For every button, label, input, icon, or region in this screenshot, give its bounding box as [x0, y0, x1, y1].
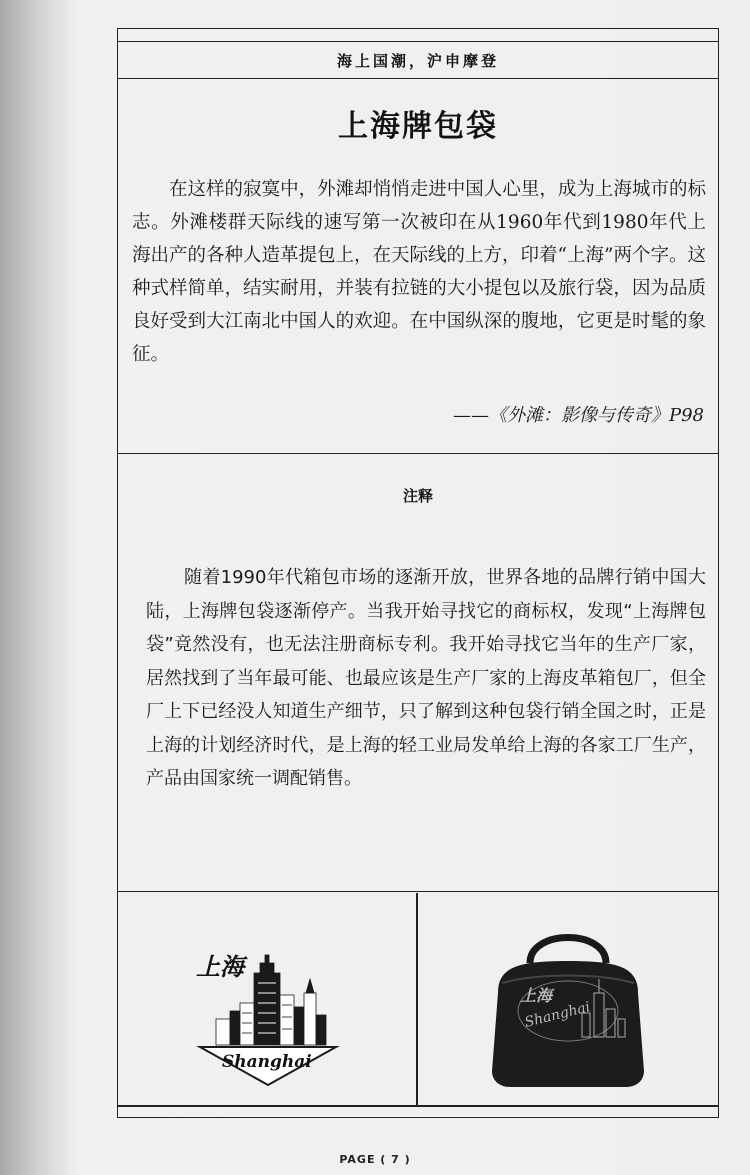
notes-heading: 注释	[402, 487, 433, 505]
intro-section	[118, 81, 718, 454]
header-text: 海上国潮，沪申摩登	[336, 51, 499, 70]
header-band	[118, 41, 718, 79]
travel-bag-image	[478, 923, 658, 1093]
bag-script-cn: 上海	[520, 986, 553, 1005]
image-divider	[416, 893, 418, 1105]
page-number: PAGE ( 7 )	[339, 1153, 411, 1166]
bottom-rule	[118, 1105, 718, 1107]
bag-script-en: Shanghai	[523, 999, 592, 1031]
notes-paragraph: 随着1990年代箱包市场的逐渐开放，世界各地的品牌行销中国大陆，上海牌包袋逐渐停产。当我开始寻找它的商标权，发现“上海牌包袋”竟然没有，也无法注册商标专利。我开始寻找它当年的生产厂家，居然找到了当年最可能、也最应该是生产厂家的上海皮革箱包厂，但全厂上下已经没人知道生产细节，只了解到这种包袋行销全国之时，正是上海的计划经济时代，是上海的轻工业局发单给上海的各家工厂生产，产品由国家统一调配销售。	[146, 567, 706, 789]
page-title: 上海牌包袋	[338, 109, 498, 144]
page-frame	[117, 28, 719, 1118]
logo-script-cn: 上海	[196, 952, 244, 981]
shanghai-logo-image	[188, 933, 348, 1093]
book-spine-shadow	[0, 0, 70, 1175]
citation: ——《外滩：影像与传奇》P98	[452, 405, 704, 426]
logo-script-en: Shanghai	[222, 1052, 312, 1072]
intro-paragraph: 在这样的寂寞中，外滩却悄悄走进中国人心里，成为上海城市的标志。外滩楼群天际线的速写第一次被印在从1960年代到1980年代上海出产的各种人造革提包上，在天际线的上方，印着“上海”两个字。这种式样简单，结实耐用，并装有拉链的大小提包以及旅行袋，因为品质良好受到大江南北中国人的欢迎。在中国纵深的腹地，它更是时髦的象征。	[132, 179, 706, 365]
notes-section	[118, 455, 718, 892]
image-section	[118, 893, 718, 1117]
